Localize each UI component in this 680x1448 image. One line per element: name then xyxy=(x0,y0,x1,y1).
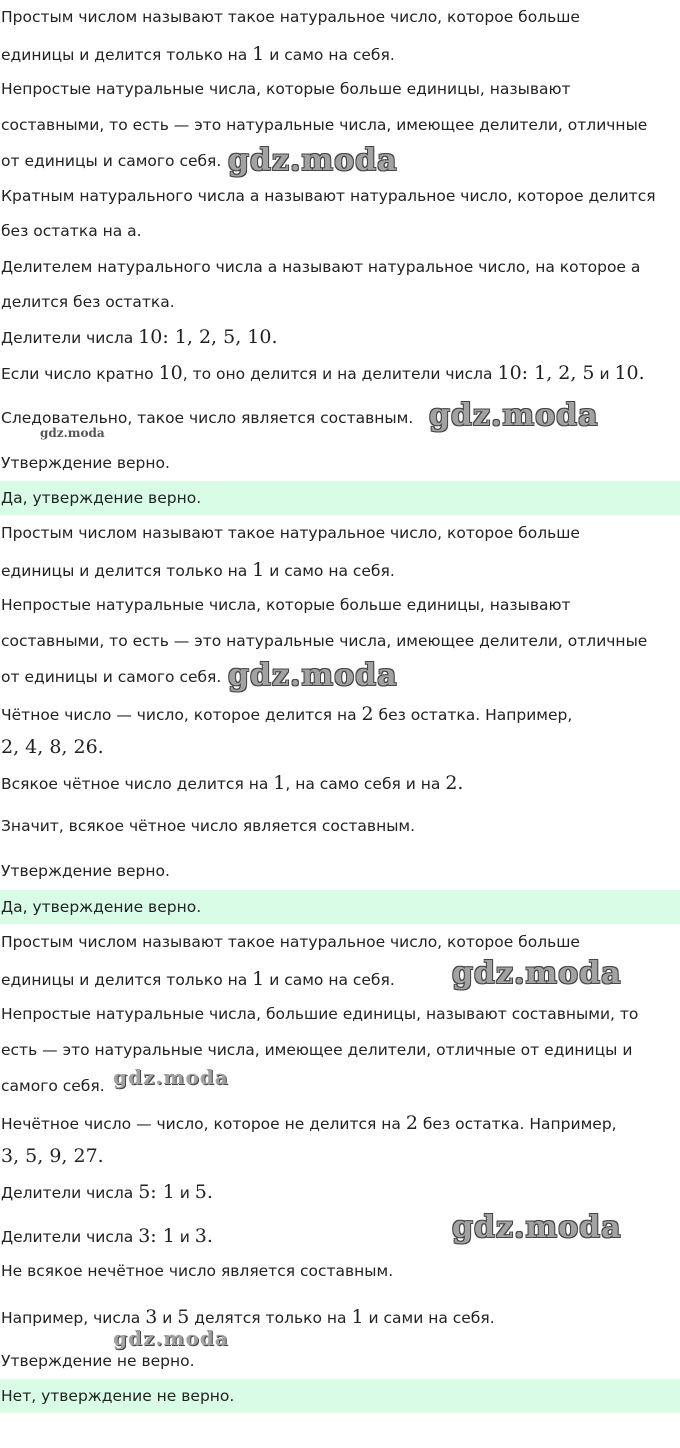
math: 10: 1, 2, 5, 10. xyxy=(138,326,278,348)
text-line xyxy=(1,43,395,65)
math: 2 xyxy=(361,703,374,725)
text-line xyxy=(1,559,395,581)
text-line: Непростые натуральные числа, большие единицы, называют составными, то xyxy=(1,1005,639,1023)
text: и xyxy=(174,1184,195,1202)
text-line: Кратным натурального числа a называют натуральное число, которое делится xyxy=(1,187,656,205)
math: 3. xyxy=(194,1225,213,1247)
text: Если число кратно xyxy=(1,365,159,383)
text: и xyxy=(594,365,615,383)
text-line xyxy=(1,1306,495,1328)
math: 5: 1 xyxy=(138,1181,175,1203)
text: и сами на себя. xyxy=(363,1309,495,1327)
text-line: Утверждение верно. xyxy=(1,454,170,472)
math: 1 xyxy=(273,772,286,794)
math: 5 xyxy=(177,1306,190,1328)
math: 10. xyxy=(614,362,645,384)
text: единицы и делится только на xyxy=(1,971,253,989)
math: 1 xyxy=(351,1306,364,1328)
text: и xyxy=(157,1309,178,1327)
watermark: gdz.moda xyxy=(113,1326,229,1350)
text-line: самого себя. xyxy=(1,1077,105,1095)
answer-text: Да, утверждение верно. xyxy=(1,898,202,916)
math: 1 xyxy=(252,559,265,581)
text: делятся только на xyxy=(189,1309,352,1327)
text: Делители числа xyxy=(1,1228,139,1246)
text: и само на себя. xyxy=(264,562,395,580)
text-line xyxy=(1,736,104,758)
text-line: составными, то есть — это натуральные числа, имеющее делители, отличные xyxy=(1,116,648,134)
answer-box xyxy=(0,890,680,924)
text-line xyxy=(1,703,572,725)
text-line xyxy=(1,362,645,384)
math: 10 xyxy=(158,362,183,384)
text: Например, числа xyxy=(1,1309,146,1327)
math: 3, 5, 9, 27. xyxy=(1,1145,104,1167)
text-line: Простым числом называют такое натуральное число, которое больше xyxy=(1,8,580,26)
math: 2. xyxy=(445,772,464,794)
math: 3: 1 xyxy=(138,1225,175,1247)
text-line: Непростые натуральные числа, которые больше единицы, называют xyxy=(1,80,571,98)
watermark: gdz.moda xyxy=(228,658,398,693)
text: единицы и делится только на xyxy=(1,46,253,64)
answer-text: Да, утверждение верно. xyxy=(1,489,202,507)
math: 5. xyxy=(194,1181,213,1203)
text-line: Делителем натурального числа a называют натуральное число, на которое a xyxy=(1,258,641,276)
text-line: Утверждение не верно. xyxy=(1,1352,195,1370)
answer-text: Нет, утверждение не верно. xyxy=(1,1387,235,1405)
text-line: делится без остатка. xyxy=(1,293,175,311)
text: Чётное число — число, которое делится на xyxy=(1,706,362,724)
text-line xyxy=(1,1225,213,1247)
answer-box xyxy=(0,481,680,515)
text: и xyxy=(174,1228,195,1246)
text: единицы и делится только на xyxy=(1,562,253,580)
text: Делители числа xyxy=(1,329,139,347)
text: , то оно делится и на делители числа xyxy=(182,365,498,383)
math: 2, 4, 8, 26. xyxy=(1,736,104,758)
text-line: Значит, всякое чётное число является составным. xyxy=(1,817,416,835)
text: и само на себя. xyxy=(264,46,395,64)
text-line: Непростые натуральные числа, которые больше единицы, называют xyxy=(1,596,571,614)
watermark: gdz.moda xyxy=(40,426,105,440)
text: Всякое чётное число делится на xyxy=(1,775,274,793)
watermark: gdz.moda xyxy=(429,398,599,433)
text-line xyxy=(1,1181,213,1203)
text-line: от единицы и самого себя. xyxy=(1,152,222,170)
text: без остатка. Например, xyxy=(373,706,573,724)
text-line: составными, то есть — это натуральные числа, имеющее делители, отличные xyxy=(1,632,648,650)
text-line xyxy=(1,968,395,990)
text-line: Простым числом называют такое натуральное число, которое больше xyxy=(1,524,580,542)
text-line: Следовательно, такое число является составным. xyxy=(1,409,414,427)
math: 1 xyxy=(252,43,265,65)
math: 2 xyxy=(405,1112,418,1134)
text-line xyxy=(1,1145,104,1167)
watermark: gdz.moda xyxy=(452,956,622,991)
math: 1 xyxy=(252,968,265,990)
text: , на само себя и на xyxy=(285,775,446,793)
text: без остатка. Например, xyxy=(417,1115,617,1133)
text-line xyxy=(1,326,278,348)
text-line: Утверждение верно. xyxy=(1,862,170,880)
text-line: без остатка на a. xyxy=(1,222,142,240)
watermark: gdz.moda xyxy=(452,1210,622,1245)
text: Нечётное число — число, которое не делится на xyxy=(1,1115,406,1133)
text: и само на себя. xyxy=(264,971,395,989)
text-line: Простым числом называют такое натуральное число, которое больше xyxy=(1,933,580,951)
text-line xyxy=(1,1112,617,1134)
math: 3 xyxy=(145,1306,158,1328)
text-line: от единицы и самого себя. xyxy=(1,668,222,686)
answer-box xyxy=(0,1379,680,1413)
text-line: есть — это натуральные числа, имеющее делители, отличные от единицы и xyxy=(1,1041,633,1059)
text: Делители числа xyxy=(1,1184,139,1202)
watermark: gdz.moda xyxy=(228,143,398,178)
watermark: gdz.moda xyxy=(113,1065,229,1089)
math: 10: 1, 2, 5 xyxy=(497,362,595,384)
text-line xyxy=(1,772,463,794)
text-line: Не всякое нечётное число является составным. xyxy=(1,1262,394,1280)
